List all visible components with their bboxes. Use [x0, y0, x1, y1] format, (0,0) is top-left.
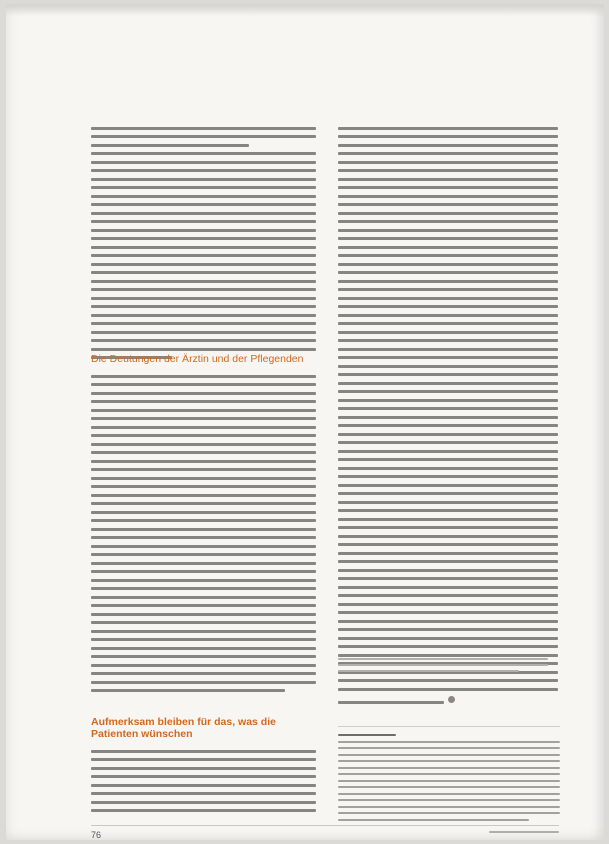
page-number: 76	[91, 830, 102, 840]
author-bio-box	[338, 726, 560, 820]
footer-rule	[91, 825, 559, 826]
right-column-text	[338, 121, 558, 709]
magazine-page	[6, 4, 604, 840]
left-column-text-doctors	[91, 369, 316, 692]
literature-note	[338, 654, 548, 672]
left-column-text-patients	[91, 744, 316, 812]
footer-publication-line	[489, 830, 559, 835]
section-heading-patients: Aufmerksam bleiben für das, was die Patienten wünschen	[91, 716, 276, 740]
section-heading-doctors: Die Deutungen der Ärztin und der Pflegenden	[91, 353, 304, 365]
left-column-text	[91, 121, 316, 359]
section-end-icon	[448, 696, 455, 703]
